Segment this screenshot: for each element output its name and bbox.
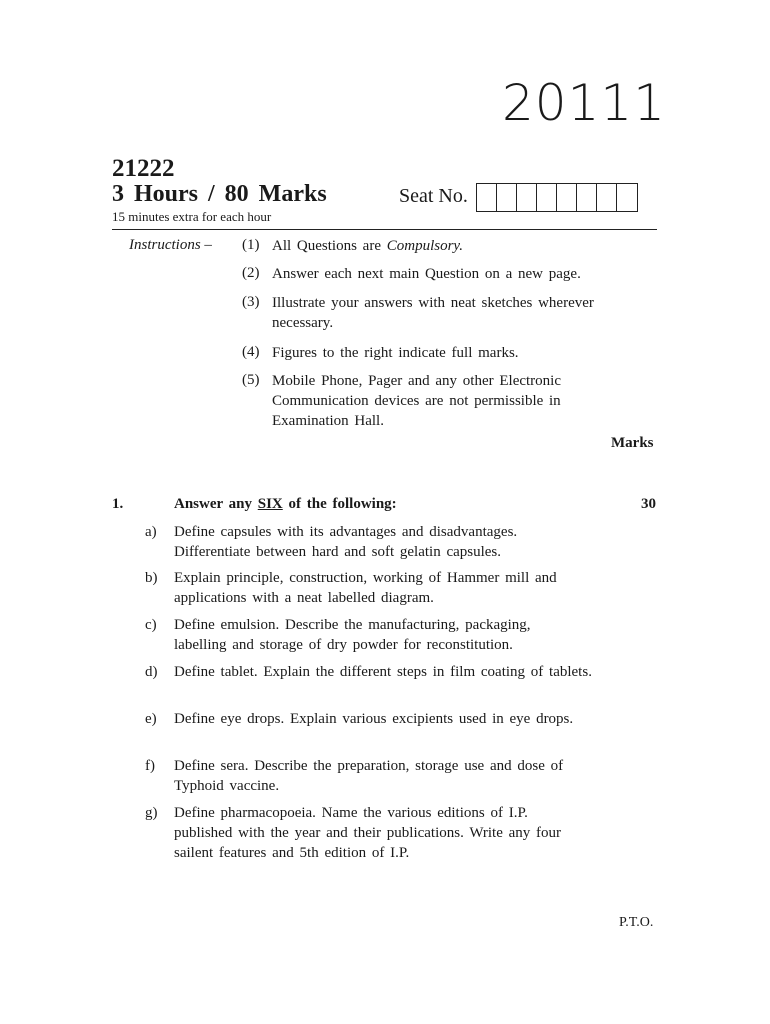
instruction-number: (3) — [242, 294, 260, 310]
instruction-emphasis: Compulsory. — [386, 238, 463, 254]
subquestion-letter: b) — [145, 570, 158, 586]
subquestion-text: Define emulsion. Describe the manufacturing, packaging, labelling and storage of dry powder for reconstitution. — [174, 617, 531, 653]
subquestion-text: Define pharmacopoeia. Name the various editions of I.P. published with the year and their publications. Write any four sailent features and 5th edition of I.P. — [174, 805, 562, 861]
subquestion-text: Define sera. Describe the preparation, storage use and dose of Typhoid vaccine. — [174, 758, 564, 794]
question-marks: 30 — [641, 496, 656, 512]
subquestion-text: Define eye drops. Explain various excipients used in eye drops. — [174, 711, 574, 727]
subquestion-letter: a) — [145, 524, 157, 540]
subquestion-letter: g) — [145, 805, 158, 821]
subquestion-text: Define tablet. Explain the different steps in film coating of tablets. — [174, 664, 592, 680]
seat-number-box[interactable] — [597, 184, 617, 211]
instruction-text-part: All Questions are — [272, 238, 387, 254]
seat-number-boxes[interactable] — [476, 183, 638, 212]
subquestion-letter: e) — [145, 711, 157, 727]
subject-code: 21222 — [112, 155, 175, 182]
question-number: 1. — [112, 496, 124, 512]
seat-number-box[interactable] — [557, 184, 577, 211]
question-prompt-emphasis: SIX — [257, 496, 283, 512]
seat-number-box[interactable] — [537, 184, 557, 211]
seat-number-box[interactable] — [497, 184, 517, 211]
instruction-number: (2) — [242, 265, 260, 281]
instruction-text: Illustrate your answers with neat sketches wherever necessary. — [272, 295, 594, 331]
paper-code: 20111 — [502, 74, 667, 132]
seat-number-label: Seat No. — [399, 185, 468, 207]
extra-time-note: 15 minutes extra for each hour — [112, 209, 272, 224]
seat-number-box[interactable] — [617, 184, 637, 211]
instructions-label: Instructions – — [129, 237, 212, 253]
instruction-number: (1) — [242, 237, 260, 253]
question-prompt-part: of the following: — [282, 496, 397, 512]
subquestion-letter: f) — [145, 758, 155, 774]
seat-number-box[interactable] — [517, 184, 537, 211]
subquestion-letter: d) — [145, 664, 158, 680]
seat-number-box[interactable] — [477, 184, 497, 211]
marks-column-heading: Marks — [611, 435, 654, 451]
instruction-number: (5) — [242, 372, 260, 388]
instruction-number: (4) — [242, 344, 260, 360]
instruction-text — [272, 236, 644, 256]
duration-marks: 3 Hours / 80 Marks — [112, 181, 327, 207]
subquestion-letter: c) — [145, 617, 157, 633]
instruction-text: Answer each next main Question on a new page. — [272, 266, 581, 282]
subquestion-text: Define capsules with its advantages and disadvantages. Differentiate between hard and soft gelatin capsules. — [174, 524, 518, 560]
seat-number-box[interactable] — [577, 184, 597, 211]
question-prompt — [174, 497, 397, 512]
instruction-text: Figures to the right indicate full marks. — [272, 345, 519, 361]
subquestion-text: Explain principle, construction, working of Hammer mill and applications with a neat labelled diagram. — [174, 570, 557, 606]
header-divider — [112, 229, 657, 230]
please-turn-over: P.T.O. — [619, 915, 654, 930]
question-prompt-part: Answer any — [174, 496, 258, 512]
instruction-text: Mobile Phone, Pager and any other Electronic Communication devices are not permissible in Examination Hall. — [272, 373, 562, 429]
